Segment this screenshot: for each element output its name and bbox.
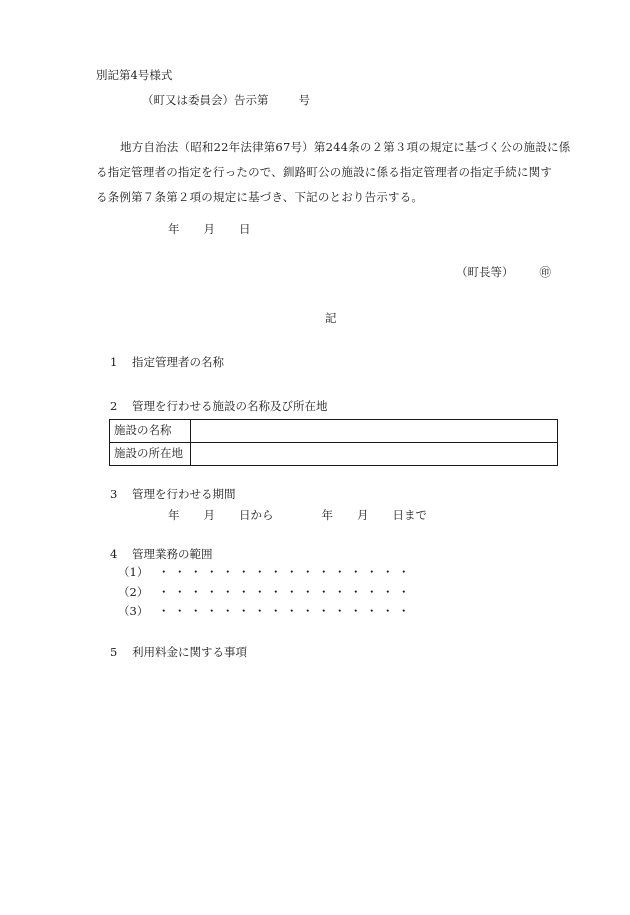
scope-item-dots: ・・・・・・・・・・・・・・・・: [158, 585, 414, 599]
item-3-number: 3: [110, 487, 118, 501]
signatory-label: （町長等）: [456, 265, 514, 279]
item-2-heading: [110, 401, 328, 413]
scope-item-index: （3）: [118, 604, 149, 618]
period-to-day: 日まで: [392, 508, 427, 522]
notice-number-line: [142, 95, 310, 107]
table-row: [110, 443, 558, 466]
scope-item: [118, 587, 414, 599]
item-1-number: 1: [110, 355, 118, 369]
notice-body-paragraph: [96, 135, 576, 210]
notice-number-suffix: 号: [298, 93, 310, 107]
period-to-year: 年: [321, 508, 333, 522]
seal-mark: ㊞: [539, 265, 551, 279]
date-year: 年: [168, 222, 180, 236]
item-3-heading: [110, 489, 236, 501]
ki-heading: 記: [325, 311, 337, 325]
management-period: [168, 510, 427, 522]
signatory: [456, 267, 551, 279]
item-5-title: 利用料金に関する事項: [132, 645, 247, 659]
body-line-1: 地方自治法（昭和22年法律第67号）第244条の２第３項の規定に基づく公の施設に係: [120, 140, 571, 154]
scope-item-index: （1）: [118, 565, 149, 579]
notice-issuer: （町又は委員会）告示第: [142, 93, 269, 107]
scope-item-index: （2）: [118, 585, 149, 599]
item-2-number: 2: [110, 399, 118, 413]
period-from-year: 年: [168, 508, 180, 522]
scope-item-dots: ・・・・・・・・・・・・・・・・: [158, 565, 414, 579]
date-month: 月: [203, 222, 215, 236]
period-from-day: 日から: [239, 508, 274, 522]
date-day: 日: [239, 222, 251, 236]
scope-item: [118, 567, 414, 579]
facility-name-label: 施設の名称: [110, 420, 191, 443]
item-1-title: 指定管理者の名称: [132, 355, 224, 369]
item-4-title: 管理業務の範囲: [132, 547, 213, 561]
item-5-number: 5: [110, 645, 118, 659]
facility-location-label: 施設の所在地: [110, 443, 191, 466]
facility-location-value: [191, 443, 558, 466]
item-2-title: 管理を行わせる施設の名称及び所在地: [132, 399, 328, 413]
item-5-heading: [110, 647, 247, 659]
item-4-number: 4: [110, 547, 118, 561]
scope-item-dots: ・・・・・・・・・・・・・・・・: [158, 604, 414, 618]
facility-name-value: [191, 420, 558, 443]
table-row: [110, 420, 558, 443]
scope-item: [118, 606, 414, 618]
period-to-month: 月: [357, 508, 369, 522]
item-1-heading: [110, 357, 224, 369]
period-from-month: 月: [203, 508, 215, 522]
facility-table: [109, 419, 558, 466]
body-line-3: る条例第７条第２項の規定に基づき、下記のとおり告示する。: [96, 190, 424, 204]
notice-date: [168, 224, 251, 236]
item-4-heading: [110, 549, 213, 561]
form-label: 別記第4号様式: [96, 68, 173, 82]
item-3-title: 管理を行わせる期間: [132, 487, 236, 501]
body-line-2: る指定管理者の指定を行ったので、釧路町公の施設に係る指定管理者の指定手続に関す: [96, 165, 553, 179]
